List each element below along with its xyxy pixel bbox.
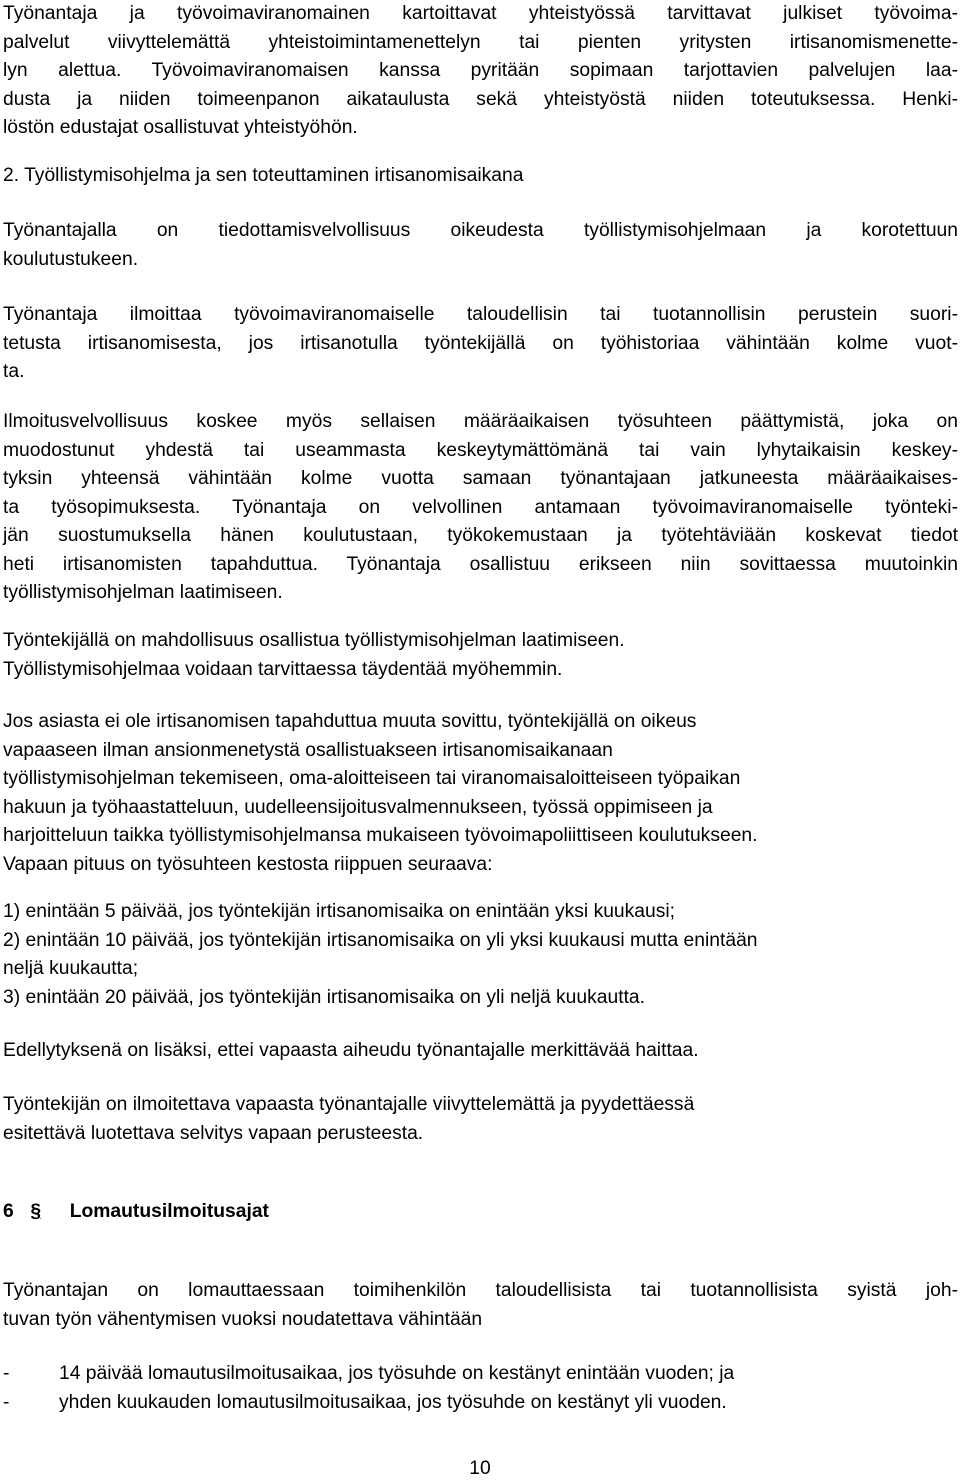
text-line: Jos asiasta ei ole irtisanomisen tapahduttua muuta sovittu, työntekijällä on oikeus [3, 711, 697, 732]
text-line: Vapaan pituus on työsuhteen kestosta riippuen seuraava: [3, 853, 493, 875]
text-line: lyn alettua. Työvoimaviranomaisen kanssa pyritään sopimaan tarjottavien palvelujen laa- [3, 60, 958, 81]
page-number: 10 [469, 1458, 491, 1479]
text-line: Työntekijällä on mahdollisuus osallistua työllistymisohjelman laatimiseen. [3, 630, 625, 651]
paragraph-condition [3, 1037, 958, 1066]
text-line: jän suostumuksella hänen koulutustaan, työkokemustaan ja työtehtäviään koskevat tiedot [3, 525, 958, 546]
text-line: ta työsopimuksesta. Työnantaja on velvollinen antamaan työvoimaviranomaiselle työnteki- [3, 496, 958, 518]
text-line: Edellytyksenä on lisäksi, ettei vapaasta aiheudu työnantajalle merkittävää haittaa. [3, 1040, 699, 1061]
paragraph-leave-durations [3, 898, 958, 1012]
text-line: dusta ja niiden toimeenpanon aikataulusta sekä yhteistyöstä niiden toteutuksessa. Henki- [3, 88, 958, 110]
text-line: Työnantaja ilmoittaa työvoimaviranomaiselle taloudellisin tai tuotannollisin perustein suori- [3, 304, 958, 325]
text-line: työllistymisohjelman laatimiseen. [3, 582, 283, 603]
paragraph-information-duty [3, 217, 958, 274]
text-line: löstön edustajat osallistuvat yhteistyöhön. [3, 117, 358, 138]
paragraph-leave-right [3, 708, 958, 879]
text-line: hakuun ja työhaastatteluun, uudelleensijoitusvalmennukseen, työssä oppimiseen ja [3, 796, 713, 818]
section-heading [3, 1198, 269, 1226]
text-line: vapaaseen ilman ansionmenetystä osallistuakseen irtisanomisaikanaan [3, 739, 613, 761]
subheading-employment-programme [3, 162, 958, 191]
section-number: 6 [3, 1201, 14, 1222]
paragraph-employee-participation [3, 627, 958, 684]
text-line: työllistymisohjelman tekemiseen, oma-aloitteiseen tai viranomaisaloitteiseen työpaikan [3, 768, 741, 789]
text-line: tetusta irtisanomisesta, jos irtisanotulla työntekijällä on työhistoriaa vähintään kolme vuot- [3, 332, 958, 354]
text-line: neljä kuukautta; [3, 958, 139, 979]
list-dash: - [3, 1391, 10, 1413]
text-line: 3) enintään 20 päivää, jos työntekijän irtisanomisaika on yli neljä kuukautta. [3, 986, 646, 1008]
paragraph-layoff-notice [3, 1277, 958, 1334]
paragraph-fixed-term [3, 408, 958, 608]
paragraph-employee-notice [3, 1091, 958, 1148]
list-item-text: yhden kuukauden lomautusilmoitusaikaa, jos työsuhde on kestänyt yli vuoden. [59, 1391, 727, 1413]
text-line: tuvan työn vähentymisen vuoksi noudatettava vähintään [3, 1308, 483, 1330]
text-line: heti irtisanomisten tapahduttua. Työnantaja osallistuu erikseen niin sovittaessa muutoinkin [3, 553, 958, 575]
text-line: Työnantajan on lomauttaessaan toimihenkilön taloudellisista tai tuotannollisista syistä joh- [3, 1280, 958, 1301]
list-item [3, 1389, 958, 1418]
section-symbol: § [30, 1201, 42, 1222]
text-line: palvelut viivyttelemättä yhteistoimintamenettelyn tai pienten yritysten irtisanomismenette- [3, 31, 958, 53]
text-line: Ilmoitusvelvollisuus koskee myös sellaisen määräaikaisen työsuhteen päättymistä, joka on [3, 411, 958, 432]
list-item [3, 1360, 958, 1389]
text-line: 2. Työllistymisohjelma ja sen toteuttaminen irtisanomisaikana [3, 165, 524, 186]
text-line: harjoitteluun taikka työllistymisohjelmansa mukaiseen työvoimapoliittiseen koulutukseen. [3, 825, 758, 846]
list-item-text: 14 päivää lomautusilmoitusaikaa, jos työsuhde on kestänyt enintään vuoden; ja [59, 1363, 735, 1384]
text-line: Työntekijän on ilmoitettava vapaasta työnantajalle viivyttelemättä ja pyydettäessä [3, 1094, 695, 1115]
text-line: Työnantajalla on tiedottamisvelvollisuus oikeudesta työllistymisohjelmaan ja korotettuun [3, 220, 958, 241]
text-line: ta. [3, 361, 25, 382]
layoff-notice-list [3, 1360, 958, 1417]
text-line: esitettävä luotettava selvitys vapaan perusteesta. [3, 1122, 424, 1144]
paragraph-cooperation [3, 0, 958, 143]
text-line: muodostunut yhdestä tai useammasta keskeytymättömänä tai vain lyhytaikaisin keskey- [3, 439, 958, 461]
section-title: Lomautusilmoitusajat [69, 1201, 269, 1222]
text-line: Työnantaja ja työvoimaviranomainen kartoittavat yhteistyössä tarvittavat julkiset työvoima- [3, 3, 958, 24]
list-dash: - [3, 1363, 10, 1384]
text-line: tyksin yhteensä vähintään kolme vuotta samaan työnantajaan jatkuneesta määräaikaises- [3, 468, 958, 489]
text-line: 1) enintään 5 päivää, jos työntekijän irtisanomisaika on enintään yksi kuukausi; [3, 901, 676, 922]
text-line: koulutustukeen. [3, 248, 139, 270]
text-line: Työllistymisohjelmaa voidaan tarvittaessa täydentää myöhemmin. [3, 658, 563, 680]
paragraph-notification [3, 301, 958, 387]
text-line: 2) enintään 10 päivää, jos työntekijän irtisanomisaika on yli yksi kuukausi mutta enintään [3, 929, 758, 951]
